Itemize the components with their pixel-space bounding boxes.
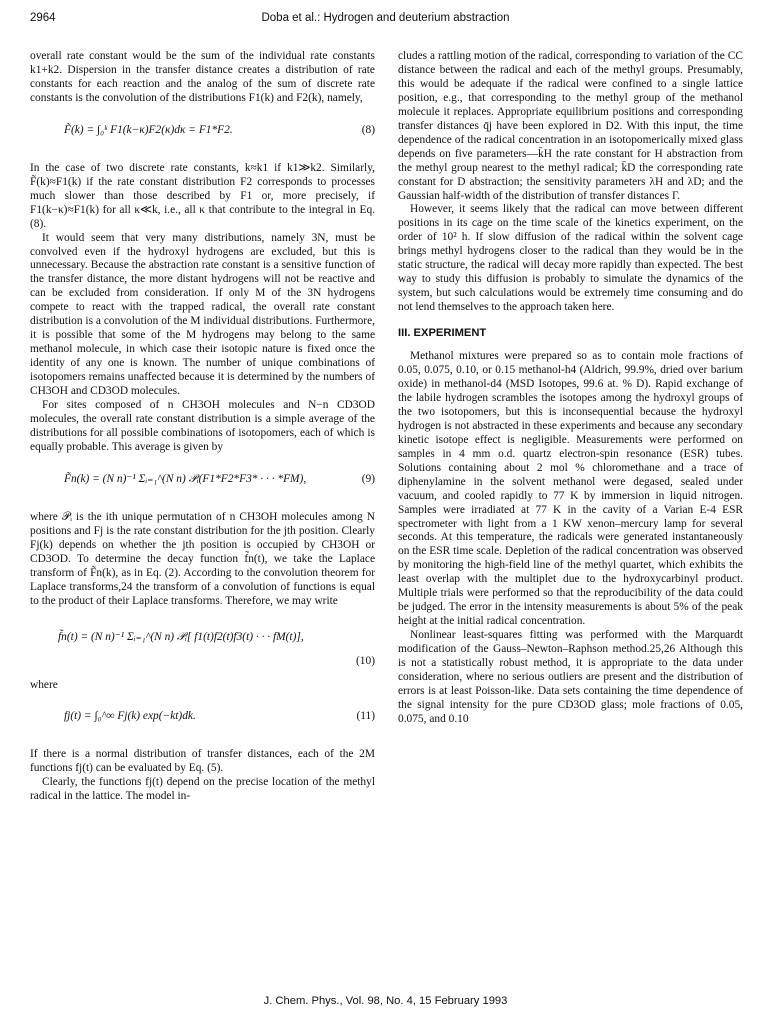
left-column [30, 50, 375, 804]
equation-number: (11) [356, 710, 375, 723]
paragraph: Nonlinear least-squares fitting was performed with the Marquardt modification of the Gauss–Newton–Raphson method.25,26 Although this is not a statistically robust method, it is appropriate to the data under consideration, where no serious outliers are present and the distribution of errors is at least Poisson-like. Data sets containing the time dependence of the signal intensity for the pure CD3OD glass; mole fractions of 0.05, 0.075, and 0.10 [398, 629, 743, 725]
paragraph: cludes a rattling motion of the radical, corresponding to variation of the CC distance between the radical and each of the methyl groups. Presumably, this would be adequate if the radical were confined to a single lattice position, e.g., that corresponding to the methyl group of the methanol molecule it replaces. Appropriate equilibrium positions and corresponding transfer distances q̄j have been explored in D2. With this input, the time dependence of the radical concentration in an isotopomerically mixed glass depends on five parameters—k̄H the rate constant for H abstraction from the methyl group nearest to the methyl radical; k̄D the corresponding rate constant for D abstraction; the sensitivity parameters λH and λD; and the Gaussian half-width of the distribution of transfer distances Γ. [398, 50, 743, 202]
paragraph: It would seem that very many distributions, namely 3N, must be convolved even if the hydroxyl hydrogens are excluded, but this is unnecessary. Because the abstraction rate constant is a sensitive function of the transfer distance, the more distant hydrogens will not be reactive and can be excluded from consideration. If only M of the 3N hydrogens compete to react with the trapped radical, the overall rate constant distribution is a convolution of the M individual distributions. Furthermore, it is possible that some of the M hydrogens may belong to the same methanol molecule, in which case their isotopic nature is fixed once the identity of any one is known. The number of unique combinations of isotopomers remains unaffected because it is determined by the numbers of CH3OH and CD3OD molecules. [30, 231, 375, 398]
paragraph: For sites composed of n CH3OH molecules and N−n CD3OD molecules, the overall rate constant distribution is a simple average of the distributions for all possible combinations of isotopomers, each of which is equally probable. This average is given by [30, 399, 375, 453]
page-header [30, 12, 741, 30]
paragraph: Methanol mixtures were prepared so as to contain mole fractions of 0.05, 0.075, 0.10, or 0.15 methanol-h4 (Aldrich, 99.9%, dried over barium oxide) in methanol-d4 (MSD Isotopes, 99.6 at. % D). Rapid exchange of the labile hydrogen scrambles the isotopes among the hydroxyl groups of the two isotopomers, but this is inconsequential because the hydroxyl hydrogen is not abstracted in these experiments and because any secondary kinetic isotope effect is negligible. Measurements were performed on samples in 4 mm o.d. quartz electron-spin resonance (ESR) tubes. Solutions containing about 2 mol % chloromethane and a trace of diphenylamine in the solvent methanol were degased, sealed under vacuum, and cooled rapidly to 77 K by immersion in liquid nitrogen. Samples were irradiated at 77 K in the cavity of a Varian E-4 ESR spectrometer with light from a 1 KW xenon–mercury lamp for several seconds. At this temperature, the radicals were generated instantaneously on the ESR time scale. Depletion of the radical concentration was observed by monitoring the high-field line of the methyl quartet, which exhibits the least overlap with the multiplet due to the hydroxycarbinyl product. Multiple trials were performed so that the reproducibility of the data could be judged. The error in the intensity measurements is about 5% of the peak height at the initial radical concentration. [398, 350, 743, 628]
equation-number: (9) [361, 472, 375, 485]
right-column [398, 50, 743, 727]
page-number: 2964 [30, 12, 56, 24]
paragraph: where 𝒫ᵢ is the ith unique permutation of n CH3OH molecules among N positions and Fj is the rate constant distribution for the jth position. Clearly Fj(k) depends on whether the jth position is occupied by CH3OH or CD3OD. To determine the decay function f̃n(t), we take the Laplace transform of F̃n(k), as in Eq. (2). According to the convolution theorem for Laplace transforms,24 the transform of a convolution of functions is equal to the product of their Laplace transforms. Therefore, we may write [30, 510, 375, 607]
equation-10 [30, 619, 375, 673]
equation-11 [30, 700, 375, 740]
paragraph: overall rate constant would be the sum of the individual rate constants k1+k2. Dispersion in the transfer distance creates a distribution of rate constants for each reaction and the analog of the sum of discrete rate constants is the convolution of the distributions F1(k) and F2(k), namely, [30, 50, 375, 104]
equation-body: f̃n(t) = (N n)⁻¹ Σᵢ₌₁^(N n) 𝒫ᵢ[ f1(t)f2(t)f3(t) · · · fM(t)], [58, 630, 304, 643]
equation-body: F̃(k) = ∫₀ᵏ F1(k−κ)F2(κ)dκ = F1*F2. [64, 123, 233, 136]
running-title: Doba et al.: Hydrogen and deuterium abstraction [261, 12, 510, 24]
journal-footer: J. Chem. Phys., Vol. 98, No. 4, 15 February 1993 [263, 995, 508, 1007]
paragraph: In the case of two discrete rate constants, k≈k1 if k1≫k2. Similarly, F̃(k)≈F1(k) if the rate constant distribution F2 corresponds to processes much slower than those described by F1 or, more precisely, if F1(k−κ)≈F1(k) for all κ≪k, i.e., all κ that contribute to the integral in Eq. (8). [30, 161, 375, 230]
paragraph: where [30, 678, 58, 691]
paragraph: If there is a normal distribution of transfer distances, each of the 2M functions fj(t) can be evaluated by Eq. (5). [30, 748, 375, 775]
equation-body: F̃n(k) = (N n)⁻¹ Σᵢ₌₁^(N n) 𝒫ᵢ(F1*F2*F3* · · · *FM), [64, 472, 307, 485]
equation-number: (10) [356, 654, 375, 667]
equation-8 [30, 114, 375, 154]
paragraph: Clearly, the functions fj(t) depend on the precise location of the methyl radical in the lattice. The model in- [30, 776, 375, 803]
equation-9 [30, 463, 375, 503]
equation-number: (8) [361, 123, 375, 136]
section-heading: III. EXPERIMENT [398, 327, 487, 340]
equation-body: fj(t) = ∫₀^∞ Fj(k) exp(−kt)dk. [64, 710, 196, 723]
paragraph: However, it seems likely that the radical can move between different positions in its cage on the time scale of the kinetics experiment, on the order of 10² h. If slow diffusion of the radical within the solvent cage brings methyl hydrogens closer to the radical than they would be in the static structure, the radical will decay more rapidly than expected. The best way to study this diffusion is probably to simulate the dynamics of the system, but such calculations would be extremely time consuming and do not lend themselves to the approach taken here. [398, 203, 743, 314]
